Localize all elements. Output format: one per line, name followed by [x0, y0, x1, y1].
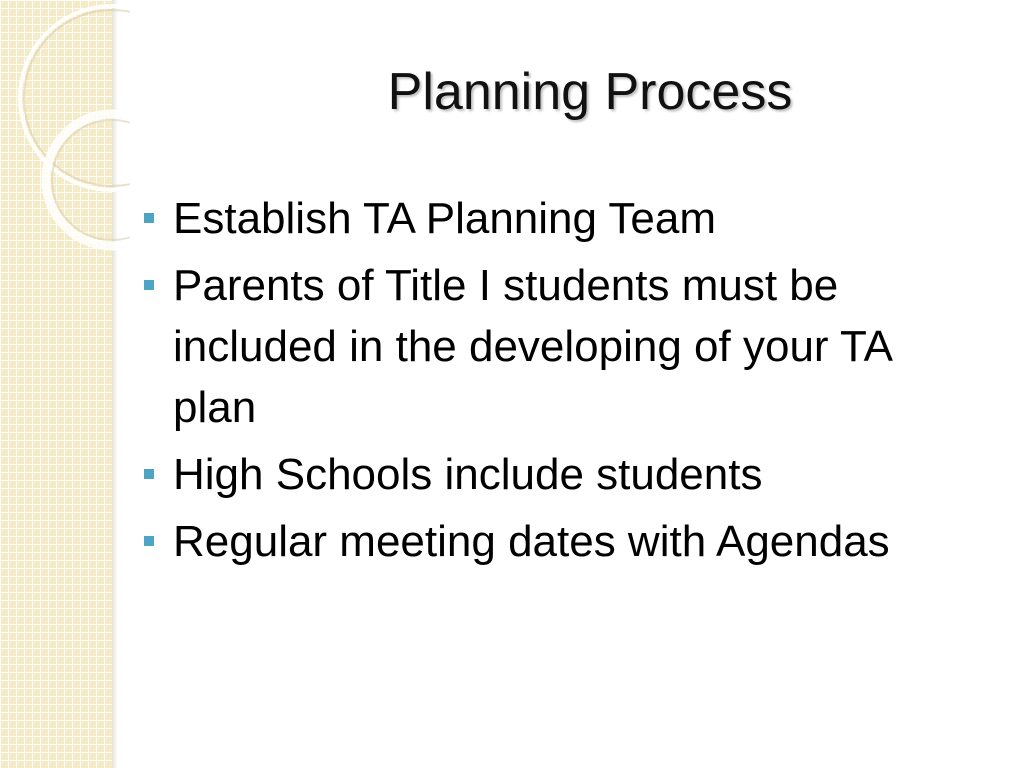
bullet-text: High Schools include students: [173, 450, 763, 499]
bullet-item: [140, 444, 970, 505]
square-bullet-icon: [144, 213, 154, 223]
bullet-text: Regular meeting dates with Agendas: [173, 517, 890, 566]
bullet-item: [140, 511, 970, 572]
bullet-item: [140, 255, 970, 438]
square-bullet-icon: [144, 469, 154, 479]
decorative-rings-icon: [0, 0, 130, 260]
square-bullet-icon: [144, 280, 154, 290]
bullet-text: Parents of Title I students must be included in the developing of your TA plan: [173, 261, 891, 432]
slide-title: Planning Process: [387, 63, 793, 121]
square-bullet-icon: [144, 536, 154, 546]
bullet-text: Establish TA Planning Team: [173, 194, 716, 243]
bullet-item: [140, 188, 970, 249]
bullet-list: [140, 188, 970, 578]
